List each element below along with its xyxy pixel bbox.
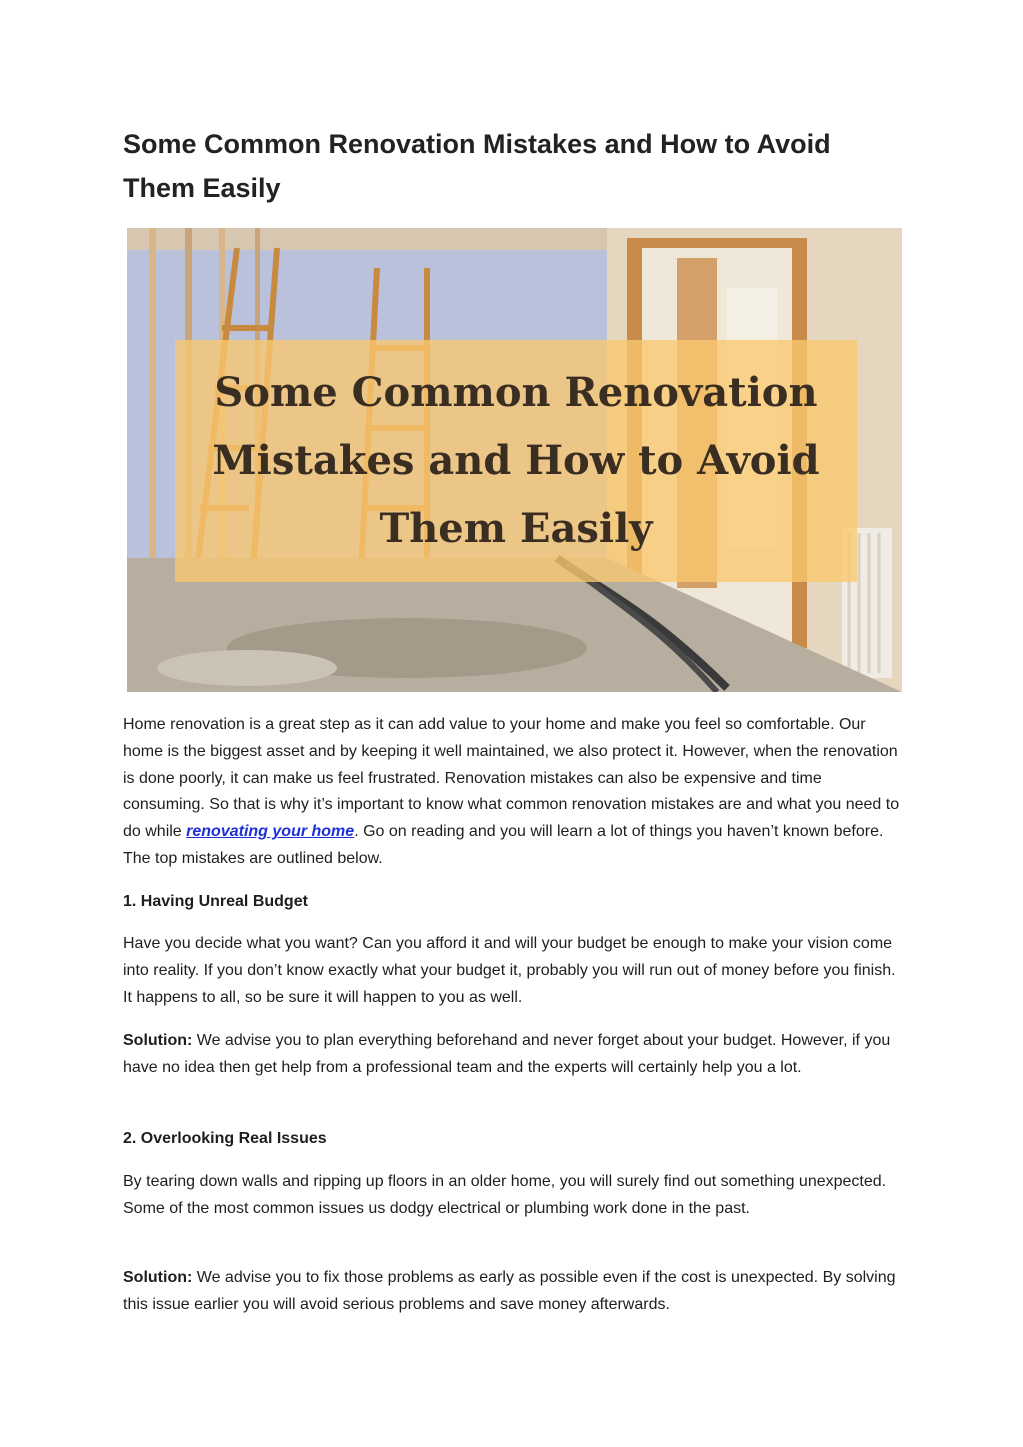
hero-caption-line: Some Common Renovation xyxy=(214,369,818,416)
section-paragraph-issues: By tearing down walls and ripping up floors in an older home, you will surely find out something unexpected. Some of the most common issues us dodgy electrical or plumbing work done in the past. xyxy=(123,1173,887,1217)
solution-paragraph-issues xyxy=(123,1265,903,1319)
section-heading-issues: 2. Overlooking Real Issues xyxy=(123,1130,327,1147)
section-paragraph-budget: Have you decide what you want? Can you afford it and will your budget be enough to make your vision come into reality. If you don’t know exactly what your budget it, probably you will run out of money before you finish. It happens to all, so be sure it will happen to you as well. xyxy=(123,935,896,1006)
hero-caption-line: Them Easily xyxy=(379,505,653,552)
solution-label: Solution: xyxy=(123,1269,193,1286)
solution-label: Solution: xyxy=(123,1032,193,1049)
hero-caption-banner xyxy=(175,340,857,582)
hero-image xyxy=(127,228,902,692)
intro-text: Home renovation is a great step as it can add value to your home and make you feel so comfortable. Our home is the biggest asset and by keeping it well maintained, we also protect it. However, when the renovation is done poorly, it can make us feel frustrated. Renovation mistakes can also be expensive and time consuming. So that is why it’s important to know what common renovation mistakes are and what you need to do while xyxy=(123,716,900,841)
solution-paragraph-budget xyxy=(123,1028,903,1082)
solution-text: We advise you to fix those problems as early as possible even if the cost is unexpected. By solving this issue earlier you will avoid serious problems and save money afterwards. xyxy=(123,1269,896,1313)
section-heading-budget: 1. Having Unreal Budget xyxy=(123,893,308,910)
intro-text-after-link: . Go on reading and you will learn a lot of things you haven’t known before. The top mistakes are outlined below. xyxy=(123,823,884,867)
renovating-your-home-link[interactable]: renovating your home xyxy=(186,823,355,841)
solution-text: We advise you to plan everything beforehand and never forget about your budget. However, if you have no idea then get help from a professional team and the experts will certainly help you a lot. xyxy=(123,1032,891,1076)
intro-paragraph xyxy=(123,712,903,873)
page-title: Some Common Renovation Mistakes and How to Avoid Them Easily xyxy=(123,129,831,203)
hero-caption-line: Mistakes and How to Avoid xyxy=(212,437,820,484)
